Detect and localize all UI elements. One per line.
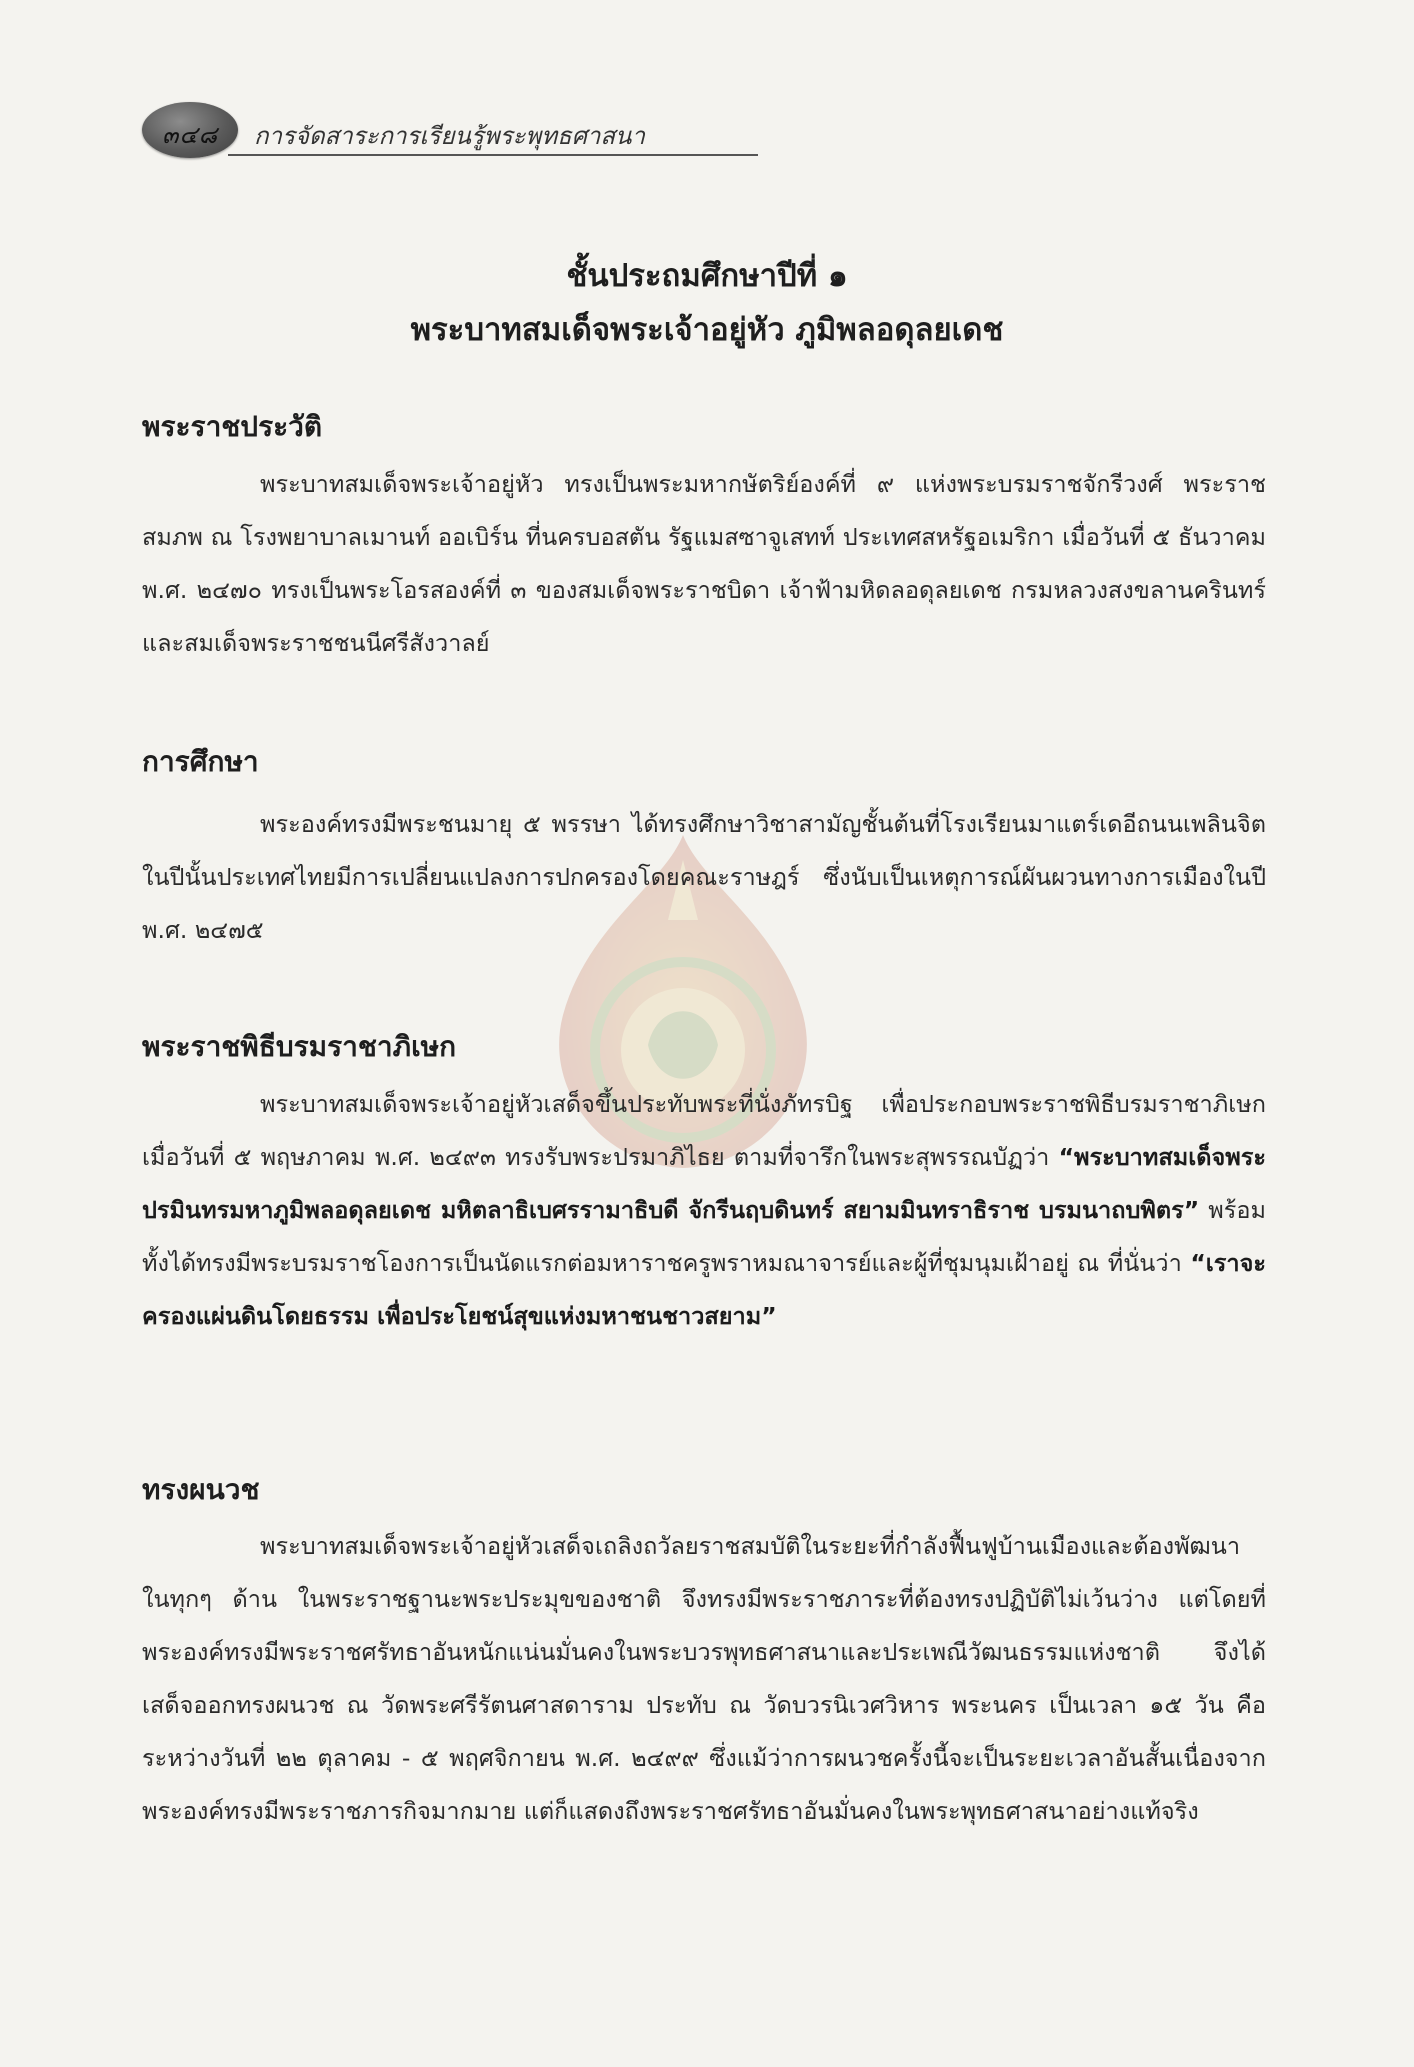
coronation-text-c: พร้อมทั้งได้ทรงมีพระบรมราชโองการเป็นนัดแรกต่อมหาราชครูพราหมณาจารย์และผู้ที่ชุมนุมเฝ้าอยู่ ณ ที่นั่นว่า [142, 1196, 1266, 1277]
section-heading-biography: พระราชประวัติ [142, 410, 323, 443]
chapter-subtitle: พระบาทสมเด็จพระเจ้าอยู่หัว ภูมิพลอดุลยเดช [410, 312, 1004, 348]
section-heading-ordination: ทรงผนวช [142, 1473, 260, 1506]
section-heading-coronation: พระราชพิธีบรมราชาภิเษก [142, 1030, 457, 1063]
section-heading-education: การศึกษา [142, 745, 259, 778]
royal-title-quote: “พระบาทสมเด็จพระปรมินทรมหาภูมิพลอดุลยเดช มหิตลาธิเบศรรามาธิบดี จักรีนฤบดินทร์ สยามมินทราธิราช บรมนาถบพิตร” [142, 1143, 1266, 1224]
page-header [142, 102, 672, 160]
section-text-coronation [142, 1078, 1266, 1343]
royal-oath-quote: “เราจะครองแผ่นดินโดยธรรม เพื่อประโยชน์สุขแห่งมหาชนชาวสยาม” [142, 1249, 1266, 1330]
section-text-education: พระองค์ทรงมีพระชนมายุ ๕ พรรษา ได้ทรงศึกษาวิชาสามัญชั้นต้นที่โรงเรียนมาแตร์เดอีถนนเพลินจิต ในปีนั้นประเทศไทยมีการเปลี่ยนแปลงการปกครองโดยคณะราษฎร์ ซึ่งนับเป็นเหตุการณ์ผันผวนทางการเมืองในปี พ.ศ. ๒๔๗๕ [142, 810, 1266, 944]
coronation-text-a: พระบาทสมเด็จพระเจ้าอยู่หัวเสด็จขึ้นประทับพระที่นั่งภัทรบิฐ เพื่อประกอบพระราชพิธีบรมราชาภิเษก เมื่อวันที่ ๕ พฤษภาคม พ.ศ. ๒๔๙๓ ทรงรับพระปรมาภิไธย ตามที่จารึกในพระสุพรรณบัฏว่า [142, 1090, 1266, 1171]
page-number: ๓๔๘ [161, 121, 219, 149]
chapter-title: ชั้นประถมศึกษาปีที่ ๑ [566, 258, 848, 294]
section-text-ordination: พระบาทสมเด็จพระเจ้าอยู่หัวเสด็จเถลิงถวัลยราชสมบัติในระยะที่กำลังฟื้นฟูบ้านเมืองและต้องพัฒนาในทุกๆ ด้าน ในพระราชฐานะพระประมุขของชาติ จึงทรงมีพระราชภาระที่ต้องทรงปฏิบัติไม่เว้นว่าง แต่โดยที่พระองค์ทรงมีพระราชศรัทธาอันหนักแน่นมั่นคงในพระบวรพุทธศาสนาและประเพณีวัฒนธรรมแห่งชาติ จึงได้เสด็จออกทรงผนวช ณ วัดพระศรีรัตนศาสดาราม ประทับ ณ วัดบวรนิเวศวิหาร พระนคร เป็นเวลา ๑๕ วัน คือระหว่างวันที่ ๒๒ ตุลาคม - ๕ พฤศจิกายน พ.ศ. ๒๔๙๙ ซึ่งแม้ว่าการผนวชครั้งนี้จะเป็นระยะเวลาอันสั้นเนื่องจากพระองค์ทรงมีพระราชภารกิจมากมาย แต่ก็แสดงถึงพระราชศรัทธาอันมั่นคงในพระพุทธศาสนาอย่างแท้จริง [142, 1532, 1266, 1825]
section-text-biography: พระบาทสมเด็จพระเจ้าอยู่หัว ทรงเป็นพระมหากษัตริย์องค์ที่ ๙ แห่งพระบรมราชจักรีวงศ์ พระราชสมภพ ณ โรงพยาบาลเมานท์ ออเบิร์น ที่นครบอสตัน รัฐแมสซาจูเสทท์ ประเทศสหรัฐอเมริกา เมื่อวันที่ ๕ ธันวาคม พ.ศ. ๒๔๗๐ ทรงเป็นพระโอรสองค์ที่ ๓ ของสมเด็จพระราชบิดา เจ้าฟ้ามหิดลอดุลยเดช กรมหลวงสงขลานครินทร์ และสมเด็จพระราชชนนีศรีสังวาลย์ [142, 470, 1266, 657]
page-number-badge [142, 102, 238, 158]
running-title: การจัดสาระการเรียนรู้พระพุทธศาสนา [254, 122, 645, 150]
